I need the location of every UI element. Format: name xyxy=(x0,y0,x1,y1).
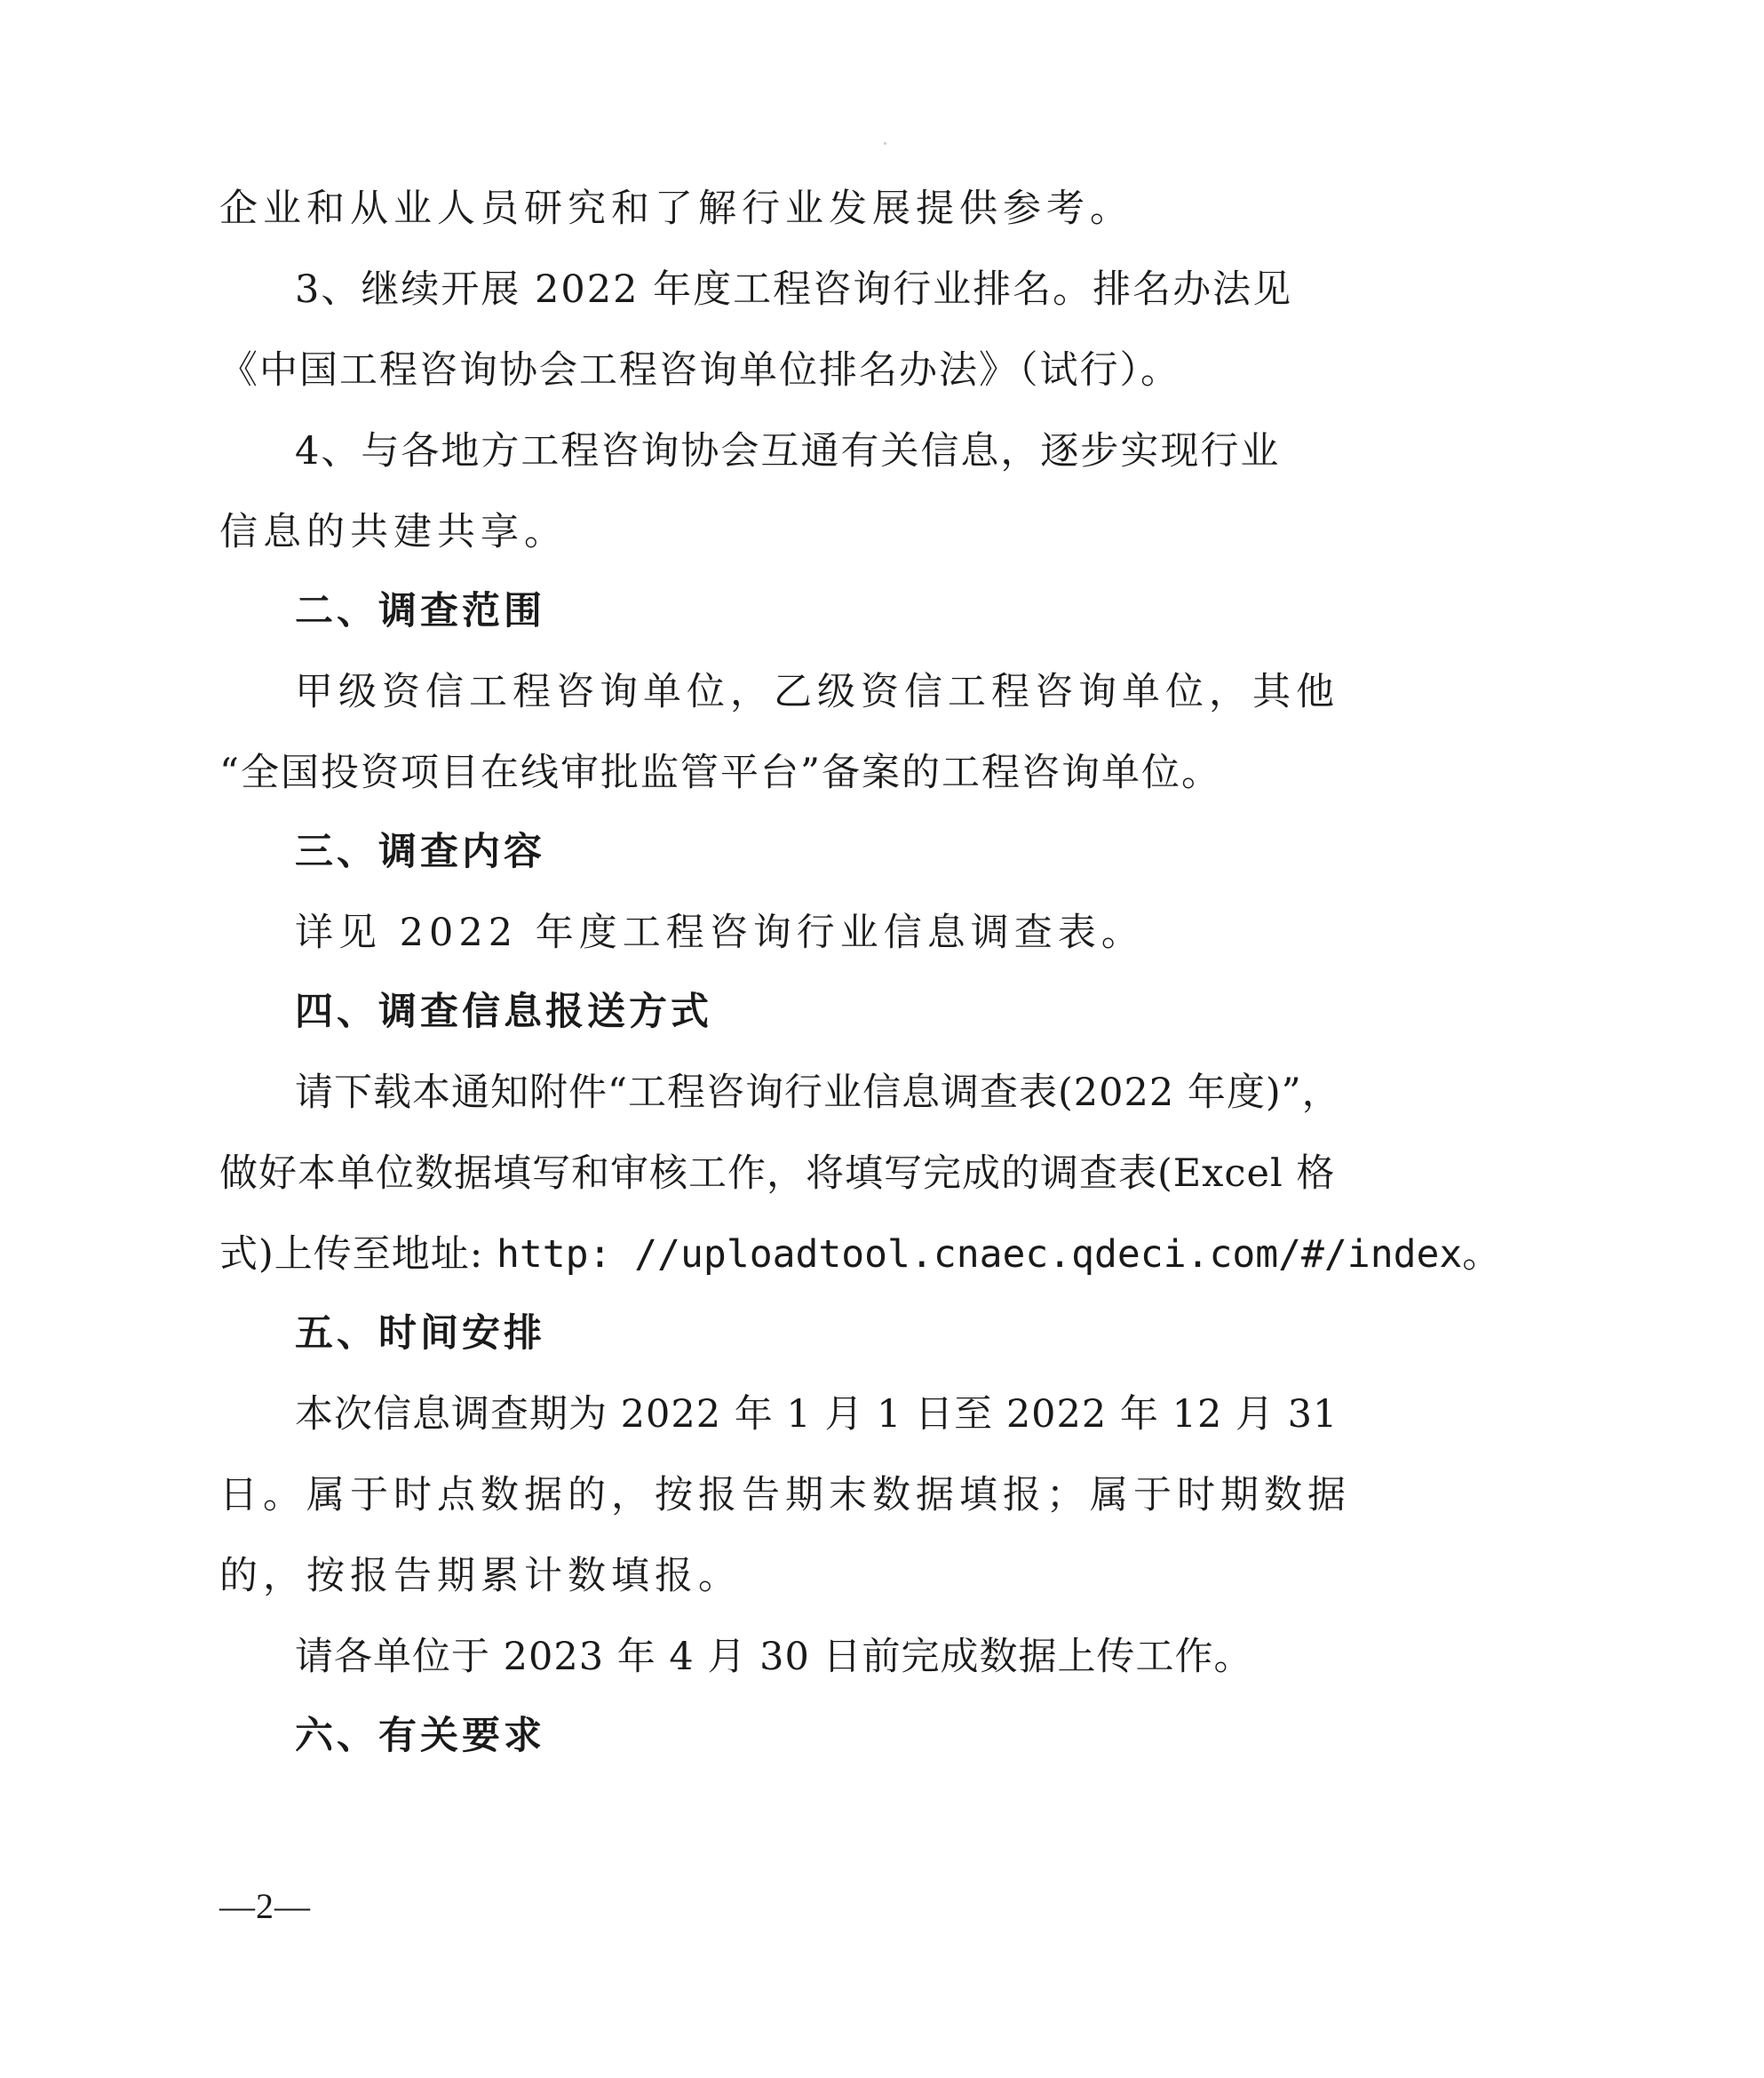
paragraph-line: “全国投资项目在线审批监管平台”备案的工程咨询单位。 xyxy=(219,751,1221,795)
paragraph-line: 企业和从业人员研究和了解行业发展提供参考。 xyxy=(219,187,1133,231)
sentence-end: 。 xyxy=(1462,1232,1502,1277)
section-heading: 六、有关要求 xyxy=(295,1714,545,1758)
paragraph-line: 4、与各地方工程咨询协会互通有关信息，逐步实现行业 xyxy=(295,429,1281,474)
paragraph-line: 本次信息调查期为 2022 年 1 月 1 日至 2022 年 12 月 31 xyxy=(295,1392,1339,1437)
section-heading: 三、调查内容 xyxy=(295,830,545,874)
paragraph-line: 信息的共建共享。 xyxy=(219,510,568,554)
paragraph-line: 做好本单位数据填写和审核工作，将填写完成的调查表(Excel 格 xyxy=(219,1151,1336,1196)
upload-label: 式)上传至地址: xyxy=(219,1232,497,1277)
page-number: —2— xyxy=(219,1886,311,1926)
paragraph-line: 甲级资信工程咨询单位，乙级资信工程咨询单位，其他 xyxy=(295,670,1339,714)
paragraph-line: 的，按报告期累计数填报。 xyxy=(219,1554,742,1598)
paragraph-line: 3、继续开展 2022 年度工程咨询行业排名。排名办法见 xyxy=(295,267,1293,312)
section-heading: 五、时间安排 xyxy=(295,1311,545,1356)
scan-speck xyxy=(884,142,886,145)
upload-url-link[interactable]: http: //uploadtool.cnaec.qdeci.com/#/index xyxy=(496,1232,1463,1277)
paragraph-line: 《中国工程咨询协会工程咨询单位排名办法》（试行）。 xyxy=(219,348,1180,393)
section-heading: 二、调查范围 xyxy=(295,589,545,633)
section-heading: 四、调查信息报送方式 xyxy=(295,990,712,1034)
paragraph-line: 详见 2022 年度工程咨询行业信息调查表。 xyxy=(295,911,1145,955)
paragraph-line xyxy=(0,1228,1689,1281)
paragraph-line: 日。属于时点数据的，按报告期末数据填报；属于时期数据 xyxy=(219,1473,1351,1517)
paragraph-line: 请下载本通知附件“工程咨询行业信息调查表(2022 年度)”， xyxy=(295,1071,1341,1115)
paragraph-line: 请各单位于 2023 年 4 月 30 日前完成数据上传工作。 xyxy=(295,1635,1253,1679)
